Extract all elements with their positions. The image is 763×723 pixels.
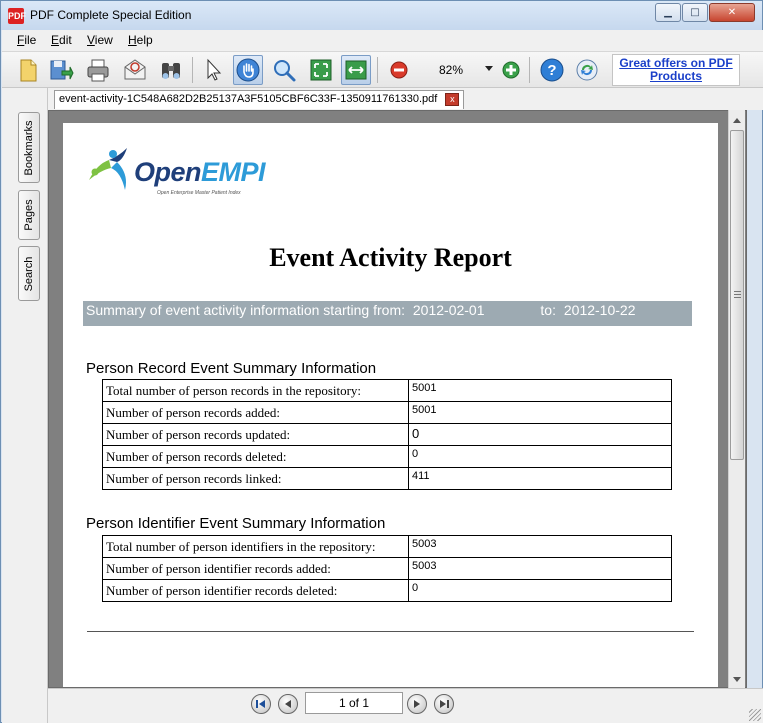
- scrollbar-thumb[interactable]: [730, 130, 744, 460]
- table-row: Number of person records updated: 0: [103, 424, 672, 446]
- zoom-magnifier-icon[interactable]: [269, 55, 299, 85]
- menu-bar: [2, 30, 763, 52]
- pdf-page: [63, 123, 718, 688]
- pdf-app-icon[interactable]: PDF: [8, 8, 24, 24]
- zoom-out-icon[interactable]: [384, 55, 414, 85]
- minimize-button[interactable]: ▁: [655, 3, 681, 22]
- vertical-scrollbar[interactable]: [728, 110, 745, 688]
- update-icon[interactable]: [572, 55, 602, 85]
- side-panel: [2, 88, 48, 723]
- select-arrow-icon[interactable]: [198, 55, 228, 85]
- tab-bookmarks[interactable]: Bookmarks: [18, 112, 40, 183]
- table-row: Number of person identifier records deleted: 0: [103, 580, 672, 602]
- tab-search[interactable]: Search: [18, 246, 40, 301]
- maximize-button[interactable]: □: [682, 3, 708, 22]
- to-label: to:: [540, 302, 556, 318]
- great-offers-link[interactable]: [612, 54, 740, 86]
- document-tab-bar: [48, 88, 763, 110]
- zoom-dropdown-icon[interactable]: [485, 66, 493, 71]
- first-page-button[interactable]: [251, 694, 271, 714]
- page-navigation-bar: [48, 688, 763, 723]
- zoom-in-icon[interactable]: [496, 55, 526, 85]
- fit-page-icon[interactable]: [306, 55, 336, 85]
- table-row: Number of person records linked: 411: [103, 468, 672, 490]
- document-tab[interactable]: [54, 90, 464, 109]
- last-page-button[interactable]: [434, 694, 454, 714]
- logo-subtitle: Open Enterprise Master Patient Index: [157, 190, 241, 196]
- table-row: Total number of person identifiers in the repository: 5003: [103, 536, 672, 558]
- close-tab-icon[interactable]: x: [445, 93, 459, 106]
- next-page-button[interactable]: [407, 694, 427, 714]
- report-title: Event Activity Report: [269, 243, 512, 272]
- resize-grip-icon[interactable]: [749, 709, 761, 721]
- logo-wordmark: OpenEMPI: [134, 157, 266, 187]
- last-page-icon: [438, 699, 450, 709]
- table-row: Number of person identifier records added: 5003: [103, 558, 672, 580]
- page-number-field[interactable]: 1 of 1: [305, 692, 403, 714]
- find-icon[interactable]: [156, 55, 186, 85]
- title-bar[interactable]: [1, 1, 762, 30]
- openempi-logo: [87, 146, 287, 201]
- start-date: 2012-02-01: [412, 302, 485, 318]
- previous-page-icon: [283, 699, 293, 709]
- toolbar-separator: [377, 57, 378, 83]
- identifier-section-title: Person Identifier Event Summary Information: [86, 515, 386, 532]
- table-row: Number of person records deleted: 0: [103, 446, 672, 468]
- menu-help[interactable]: Help: [128, 33, 153, 47]
- svg-text:?: ?: [547, 62, 557, 79]
- person-section-title: Person Record Event Summary Information: [86, 360, 377, 377]
- table-row: Number of person records added: 5001: [103, 402, 672, 424]
- menu-edit[interactable]: Edit: [51, 33, 72, 47]
- table-row: Total number of person records in the repository: 5001: [103, 380, 672, 402]
- openempi-logo-mark-icon: [87, 146, 135, 194]
- scroll-up-icon[interactable]: [733, 118, 741, 123]
- new-document-icon[interactable]: [13, 55, 43, 85]
- print-icon[interactable]: [83, 55, 113, 85]
- promo-line-2: Products: [649, 69, 702, 83]
- document-viewer[interactable]: [48, 110, 747, 688]
- page-divider: [87, 631, 694, 632]
- summary-bar: [83, 301, 692, 326]
- scrollbar-grip-icon: [734, 291, 741, 298]
- close-window-button[interactable]: ✕: [709, 3, 755, 22]
- zoom-level[interactable]: 82%: [439, 63, 464, 77]
- menu-file[interactable]: File: [17, 33, 37, 47]
- window-title: PDF Complete Special Edition: [30, 8, 192, 22]
- identifier-summary-table: [102, 535, 672, 602]
- first-page-icon: [255, 699, 267, 709]
- menu-view[interactable]: View: [87, 33, 113, 47]
- toolbar: [2, 52, 763, 88]
- save-icon[interactable]: [46, 55, 76, 85]
- next-page-icon: [412, 699, 422, 709]
- toolbar-separator: [529, 57, 530, 83]
- end-date: 2012-10-22: [563, 302, 636, 318]
- promo-line-1: Great offers on PDF: [619, 56, 733, 70]
- hand-tool-icon[interactable]: [233, 55, 263, 85]
- fit-width-icon[interactable]: [341, 55, 371, 85]
- previous-page-button[interactable]: [278, 694, 298, 714]
- scroll-down-icon[interactable]: [733, 677, 741, 682]
- document-filename: event-activity-1C548A682D2B25137A3F5105CBF6C33F-1350911761330.pdf: [59, 93, 438, 105]
- toolbar-separator: [192, 57, 193, 83]
- person-summary-table: [102, 379, 672, 490]
- help-icon[interactable]: [537, 55, 567, 85]
- summary-label: Summary of event activity information starting from:: [86, 302, 405, 318]
- email-icon[interactable]: [120, 55, 150, 85]
- tab-pages[interactable]: Pages: [18, 190, 40, 240]
